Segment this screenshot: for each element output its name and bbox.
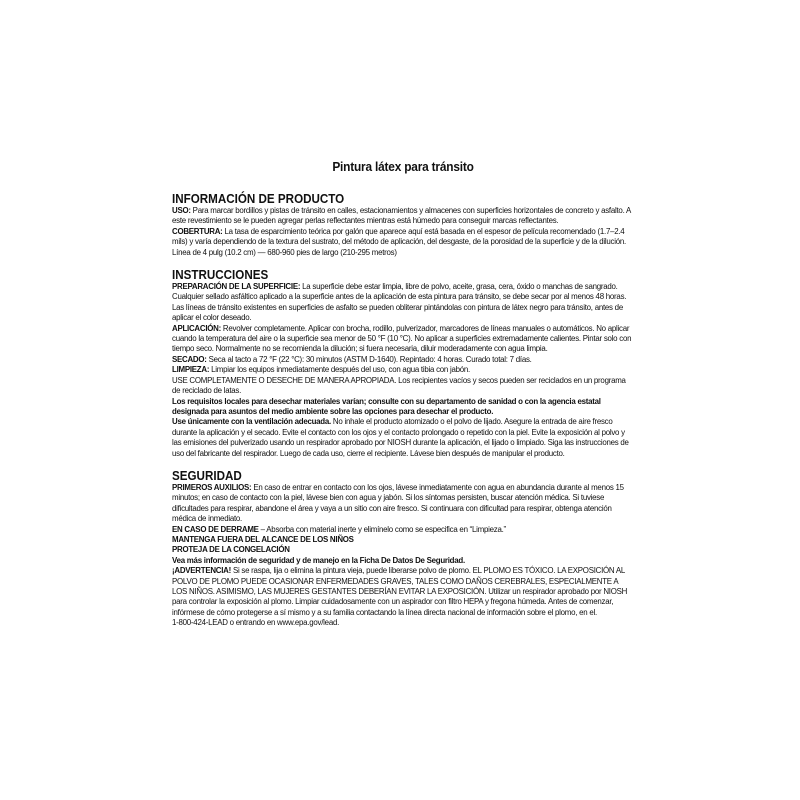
paragraph-congelacion: [172, 545, 634, 555]
paragraph-uso: [172, 206, 634, 227]
heading-product-info: INFORMACIÓN DE PRODUCTO: [172, 192, 345, 206]
text-aplicacion: Revolver completamente. Aplicar con brocha, rodillo, pulverizador, marcadores de líneas manuales o automáticos. No aplicar cuando la temperatura del aire o la superficie sea menor de 50 °F (10 °C). No aplicar a superficies extremadamente calientes. Pintar solo con tiempo seco. Normalmente no se recomienda la dilución; si fuera necesaria, diluir moderadamente con agua limpia.: [172, 323, 632, 354]
paragraph-primeros-auxilios: [172, 483, 634, 525]
text-ninos: MANTENGA FUERA DEL ALCANCE DE LOS NIÑOS: [172, 534, 354, 544]
label-limpieza: LIMPIEZA:: [172, 365, 210, 375]
section-product-info: [172, 192, 634, 258]
text-ficha: Vea más información de seguridad y de manejo en la Ficha De Datos De Seguridad.: [172, 555, 465, 565]
paragraph-ficha: [172, 556, 634, 566]
paragraph-cobertura: [172, 227, 634, 248]
text-derrame: – Absorba con material inerte y elimínelo como se especifica en “Limpieza.”: [258, 524, 506, 534]
label-document: [172, 160, 634, 639]
document-title: Pintura látex para tránsito: [332, 160, 474, 174]
paragraph-desecho: USE COMPLETAMENTE O DESECHE DE MANERA APROPIADA. Los recipientes vacíos y secos pueden ser reciclados en un programa de reciclado de latas.: [172, 375, 626, 396]
text-ventilacion: No inhale el producto atomizado o el polvo de lijado. Asegure la entrada de aire fresco durante la aplicación y el secado. Evite el contacto con los ojos y el contacto prolongado o repetido con la piel. Evite la exposición al polvo y las emisiones del pulverizado usando un respirador aprobado por NIOSH durante la aplicación, el lijado o limpiado. Siga las instrucciones de uso del fabricante del respirador. Luego de cada uso, cierre el recipiente. Lávese bien después de manipular el producto.: [172, 417, 629, 458]
text-primeros-auxilios: En caso de entrar en contacto con los ojos, lávese inmediatamente con agua en abundancia durante al menos 15 minutos; en caso de contacto con la piel, lávese bien con agua y jabón. Si los síntomas persisten, buscar atención médica. Si tuviese dificultades para respirar, abandone el área y vaya a un sitio con aire fresco. Si continuara con dificultad para respirar, obtenga atención médica de inmediato.: [172, 482, 624, 524]
label-uso: USO:: [172, 206, 191, 215]
text-limpieza: Limpiar los equipos inmediatamente después del uso, con agua tibia con jabón.: [209, 365, 471, 375]
paragraph-advertencia: [172, 566, 634, 618]
heading-safety: SEGURIDAD: [172, 468, 242, 483]
section-safety: [172, 469, 634, 629]
text-congelacion: PROTEJA DE LA CONGELACIÓN: [172, 545, 290, 555]
text-preparacion: La superficie debe estar limpia, libre de polvo, aceite, grasa, cera, óxido o manchas de sangrado. Cualquier sellado asfáltico aplicado a la superficie antes de la aplicación de esta pintura para tránsito, se debe secar por al menos 48 horas. Las líneas de tránsito existentes en superficies de asfalto se pueden obliterar pintándolas con pintura de látex negro para tránsito, antes de aplicar el color deseado.: [172, 282, 627, 323]
label-aplicacion: APLICACIÓN:: [172, 323, 221, 333]
paragraph-linea: Línea de 4 pulg (10.2 cm) — 680-960 pies de largo (210-295 metros): [172, 247, 397, 257]
text-secado: Seca al tacto a 72 °F (22 °C): 30 minutos (ASTM D-1640). Repintado: 4 horas. Curado total: 7 días.: [206, 354, 532, 364]
paragraph-ventilacion: [172, 417, 634, 459]
label-derrame: EN CASO DE DERRAME: [172, 524, 259, 534]
label-ventilacion: Use únicamente con la ventilación adecuada.: [172, 417, 331, 427]
label-preparacion: PREPARACIÓN DE LA SUPERFICIE:: [172, 282, 301, 292]
text-cobertura: La tasa de esparcimiento teórica por galón que aparece aquí está basada en el espesor de película recomendado (1.7–2.4 mils) y varía dependiendo de la textura del sustrato, del método de aplicación, del desgaste, de la porosidad de la superficie y de la dilución.: [172, 226, 626, 247]
label-cobertura: COBERTURA:: [172, 226, 223, 236]
label-advertencia: ¡ADVERTENCIA!: [172, 566, 231, 576]
paragraph-secado: [172, 355, 634, 365]
label-primeros-auxilios: PRIMEROS AUXILIOS:: [172, 482, 252, 492]
label-secado: SECADO:: [172, 354, 207, 364]
paragraph-requisitos: [172, 397, 634, 418]
text-advertencia: Si se raspa, lija o elimina la pintura vieja, puede liberarse polvo de plomo. EL PLOMO ES TÓXICO. LA EXPOSICIÓN AL POLVO DE PLOMO PUEDE OCASIONAR ENFERMEDADES GRAVES, TALES COMO DAÑOS CEREBRALES, ESPECIALMENTE A LOS NIÑOS. ASIMISMO, LAS MUJERES GESTANTES DEBERÍAN EVITAR LA EXPOSICIÓN. Utilizar un respirador aprobado por NIOSH para controlar la exposición al plomo. Limpiar cuidadosamente con un aspirador con filtro HEPA y fregona húmeda. Antes de comenzar, infórmese de cómo protegerse a sí mismo y a su familia contactando la línea directa nacional de información sobre el plomo, en el.: [172, 566, 628, 617]
paragraph-limpieza: [172, 365, 634, 375]
text-uso: Para marcar bordillos y pistas de tránsito en calles, estacionamientos y almacenes con superficies horizontales de concreto y asfalto. A este revestimiento se le pueden agregar perlas reflectantes mientras está húmedo para conseguir marcas reflectantes.: [172, 206, 631, 226]
paragraph-telefono: 1-800-424-LEAD o entrando en www.epa.gov/lead.: [172, 618, 340, 628]
paragraph-derrame: [172, 525, 634, 535]
paragraph-preparacion: [172, 282, 634, 324]
section-instructions: [172, 268, 634, 459]
paragraph-aplicacion: [172, 324, 634, 355]
paragraph-ninos: [172, 535, 634, 545]
heading-instructions: INSTRUCCIONES: [172, 268, 269, 283]
text-requisitos: Los requisitos locales para desechar materiales varían; consulte con su departamento de sanidad o con la agencia estatal designada para asuntos del medio ambiente sobre las opciones para desechar el producto.: [172, 396, 601, 416]
